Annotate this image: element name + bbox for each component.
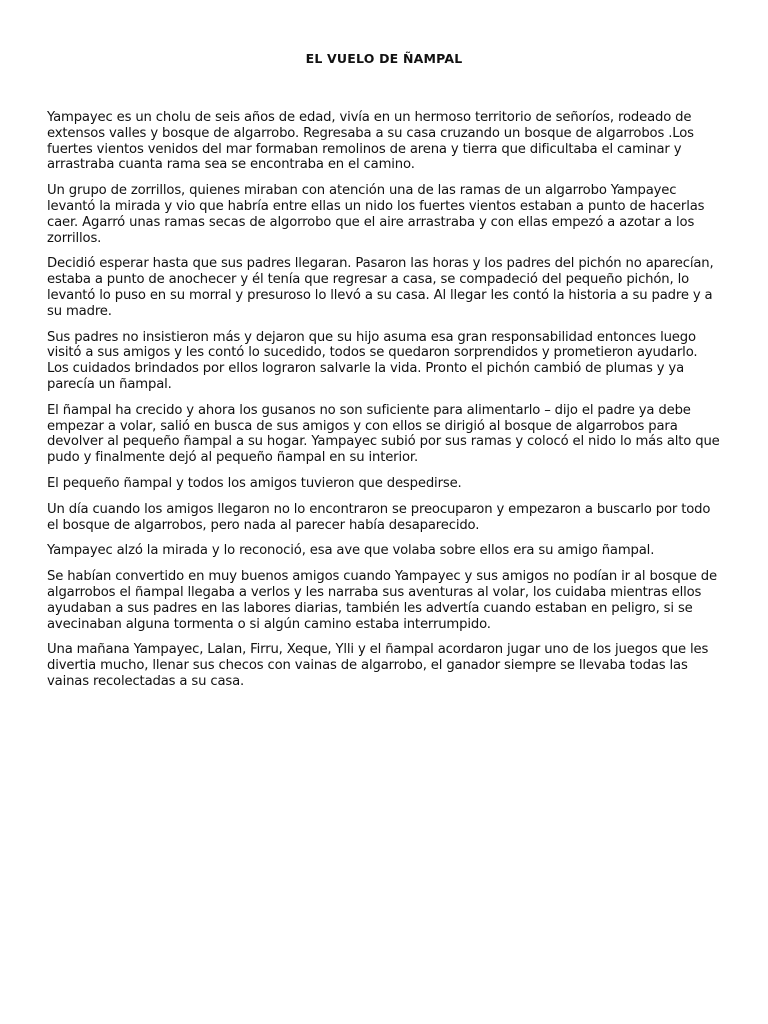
paragraph-10: Una mañana Yampayec, Lalan, Firru, Xeque, Ylli y el ñampal acordaron jugar uno de los juegos que les divertia mucho, llenar sus checos con vainas de algarrobo, el ganador siempre se llevaba todas las vainas recolectadas a su casa. xyxy=(47,642,709,689)
document-title: EL VUELO DE ÑAMPAL xyxy=(305,51,463,66)
document-body xyxy=(47,110,723,700)
paragraph-5: El ñampal ha crecido y ahora los gusanos no son suficiente para alimentarlo – dijo el padre ya debe empezar a volar, salió en busca de sus amigos y con ellos se dirigió al bosque de algarrobos para devolver al pequeño ñampal a su hogar. Yampayec subió por sus ramas y colocó el nido lo más alto que pudo y finalmente dejó al pequeño ñampal en su interior. xyxy=(47,402,720,466)
paragraph-4: Sus padres no insistieron más y dejaron que su hijo asuma esa gran responsabilidad entonces luego visitó a sus amigos y les contó lo sucedido, todos se quedaron sorprendidos y prometieron ayudarlo. Los cuidados brindados por ellos lograron salvarle la vida. Pronto el pichón cambió de plumas y ya parecía un ñampal. xyxy=(47,329,698,392)
paragraph-1: Yampayec es un cholu de seis años de edad, vivía en un hermoso territorio de señoríos, rodeado de extensos valles y bosque de algarrobo. Regresaba a su casa cruzando un bosque de algarrobos .Los fuertes vientos venidos del mar formaban remolinos de arena y tierra que dificultaba el caminar y arrastraba cuanta rama sea se encontraba en el camino. xyxy=(47,110,694,173)
paragraph-6: El pequeño ñampal y todos los amigos tuvieron que despedirse. xyxy=(47,475,462,491)
paragraph-9: Se habían convertido en muy buenos amigos cuando Yampayec y sus amigos no podían ir al bosque de algarrobos el ñampal llegaba a verlos y les narraba sus aventuras al volar, los cuidaba mientras ellos ayudaban a sus padres en las labores diarias, también les advertía cuando estaban en peligro, si se avecinaban alguna tormenta o si algún camino estaba interrumpido. xyxy=(47,569,717,632)
paragraph-3: Decidió esperar hasta que sus padres llegaran. Pasaron las horas y los padres del pichón no aparecían, estaba a punto de anochecer y él tenía que regresar a casa, se compadeció del pequeño pichón, lo levantó lo puso en su morral y presuroso lo llevó a su casa. Al llegar les contó la historia a su padre y a su madre. xyxy=(47,256,714,319)
paragraph-8: Yampayec alzó la mirada y lo reconoció, esa ave que volaba sobre ellos era su amigo ñampal. xyxy=(47,543,655,559)
paragraph-2: Un grupo de zorrillos, quienes miraban con atención una de las ramas de un algarrobo Yampayec levantó la mirada y vio que habría entre ellas un nido los fuertes vientos estaban a punto de hacerlas caer. Agarró unas ramas secas de algorrobo que el aire arrastraba y con ellas empezó a azotar a los zorrillos. xyxy=(47,183,705,246)
paragraph-7: Un día cuando los amigos llegaron no lo encontraron se preocuparon y empezaron a buscarlo por todo el bosque de algarrobos, pero nada al parecer había desaparecido. xyxy=(47,501,711,533)
